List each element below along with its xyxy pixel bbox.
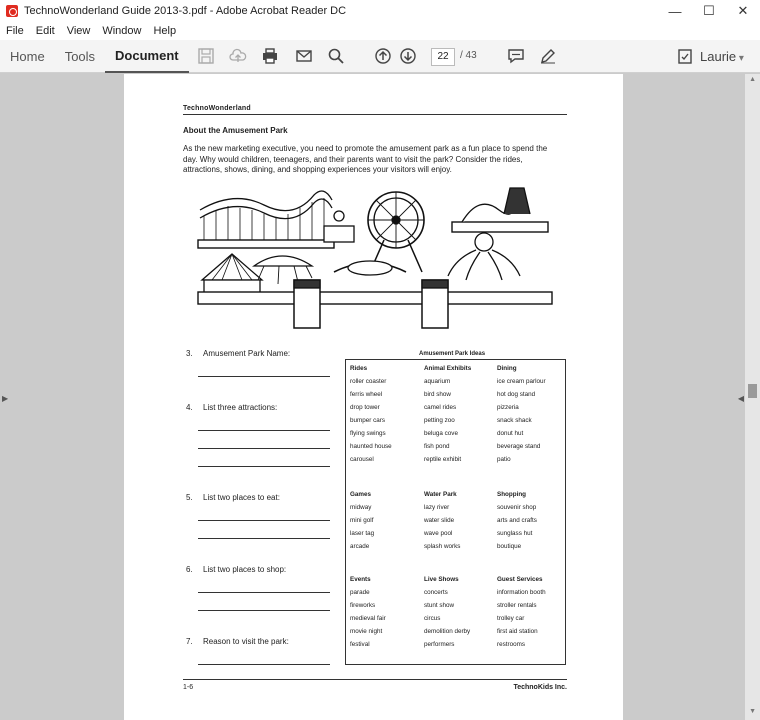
answer-line[interactable] [198, 610, 330, 611]
tab-tools[interactable]: Tools [64, 48, 96, 64]
ideas-item: performers [424, 641, 455, 648]
email-icon[interactable] [293, 45, 315, 67]
ideas-item: ice cream parlour [497, 378, 546, 385]
menu-edit[interactable]: Edit [35, 25, 55, 37]
ideas-item: arcade [350, 543, 370, 550]
ideas-item: splash works [424, 543, 461, 550]
ideas-item: circus [424, 615, 441, 622]
close-button[interactable]: ✕ [737, 3, 749, 18]
ideas-box [345, 359, 566, 665]
menu-window[interactable]: Window [102, 25, 142, 37]
ideas-item: reptile exhibit [424, 456, 462, 463]
page-total: / 43 [460, 50, 477, 61]
ideas-item: fish pond [424, 443, 450, 450]
ideas-item: lazy river [424, 504, 450, 511]
window-title: TechnoWonderland Guide 2013-3.pdf - Adobe Acrobat Reader DC [24, 5, 347, 17]
ideas-item: camel rides [424, 404, 457, 411]
page-footer-publisher: TechnoKids Inc. [513, 684, 567, 691]
toolbar [0, 40, 760, 73]
pdf-page [124, 74, 623, 720]
ideas-heading: Guest Services [497, 576, 543, 583]
acrobat-icon [6, 5, 18, 17]
question-3-number: 3. [186, 349, 193, 358]
question-5-text: List two places to eat: [203, 493, 280, 502]
ideas-item: medieval fair [350, 615, 386, 622]
ideas-item: wave pool [424, 530, 453, 537]
ideas-item: ferris wheel [350, 391, 383, 398]
ideas-item: pizzeria [497, 404, 519, 411]
ideas-item: trolley car [497, 615, 525, 622]
ideas-item: sunglass hut [497, 530, 533, 537]
ideas-item: beluga cove [424, 430, 458, 437]
ideas-item: roller coaster [350, 378, 387, 385]
ideas-item: mini golf [350, 517, 374, 524]
ideas-item: festival [350, 641, 370, 648]
answer-line[interactable] [198, 466, 330, 467]
user-menu[interactable]: Laurie ▾ [700, 49, 744, 64]
ideas-item: stunt show [424, 602, 455, 609]
ideas-item: snack shack [497, 417, 532, 424]
menu-view[interactable]: View [66, 25, 91, 37]
ideas-item: movie night [350, 628, 383, 635]
question-7-number: 7. [186, 637, 193, 646]
ideas-heading: Games [350, 491, 372, 498]
tab-home[interactable]: Home [10, 48, 45, 64]
ideas-item: donut hut [497, 430, 524, 437]
intro-paragraph: As the new marketing executive, you need to promote the amusement park as a fun place to spend the day. Why would children, teenagers, and their parents want to visit the park? Consider the rides, attractions, shows, dining, and shopping experiences your visitors will enjoy. [183, 144, 548, 174]
tab-document[interactable]: Document [105, 40, 189, 73]
scroll-down-icon[interactable]: ▼ [749, 708, 756, 715]
ideas-heading: Live Shows [424, 576, 459, 583]
menu-file[interactable]: File [6, 25, 24, 37]
answer-line[interactable] [198, 430, 330, 431]
ideas-item: first aid station [497, 628, 538, 635]
ideas-item: aquarium [424, 378, 451, 385]
ideas-item: arts and crafts [497, 517, 537, 524]
left-panel-toggle-icon[interactable]: ▶ [2, 394, 9, 403]
answer-line[interactable] [198, 376, 330, 377]
ideas-item: fireworks [350, 602, 376, 609]
ideas-heading: Animal Exhibits [424, 365, 472, 372]
ideas-item: laser tag [350, 530, 375, 537]
ideas-item: bird show [424, 391, 451, 398]
ideas-item: bumper cars [350, 417, 385, 424]
footer-divider [183, 679, 567, 680]
ideas-item: boutique [497, 543, 522, 550]
scroll-up-icon[interactable]: ▲ [749, 76, 756, 83]
ideas-item: restrooms [497, 641, 525, 648]
ideas-item: parade [350, 589, 370, 596]
question-3-text: Amusement Park Name: [203, 349, 291, 358]
comment-icon[interactable] [505, 45, 527, 67]
right-panel-toggle-icon[interactable]: ◀ [737, 394, 744, 403]
ideas-title: Amusement Park Ideas [419, 351, 486, 357]
question-5-number: 5. [186, 493, 193, 502]
header-divider [183, 114, 567, 115]
ideas-heading: Water Park [424, 491, 457, 498]
ideas-item: stroller rentals [497, 602, 537, 609]
ideas-item: patio [497, 456, 511, 463]
ideas-item: flying swings [350, 430, 386, 437]
ideas-item: demolition derby [424, 628, 471, 635]
question-6-number: 6. [186, 565, 193, 574]
task-clipboard-icon[interactable] [674, 45, 696, 67]
ideas-item: haunted house [350, 443, 392, 450]
amusement-park-illustration [194, 180, 556, 332]
ideas-item: hot dog stand [497, 391, 536, 398]
ideas-heading: Rides [350, 365, 368, 372]
menu-bar [0, 22, 760, 40]
ideas-item: souvenir shop [497, 504, 537, 511]
ideas-item: drop tower [350, 404, 380, 411]
question-7-text: Reason to visit the park: [203, 637, 289, 646]
ideas-item: information booth [497, 589, 546, 596]
ideas-item: concerts [424, 589, 448, 596]
previous-page-icon[interactable] [372, 45, 394, 67]
answer-line[interactable] [198, 664, 330, 665]
question-6-text: List two places to shop: [203, 565, 287, 574]
answer-line[interactable] [198, 448, 330, 449]
ideas-heading: Events [350, 576, 371, 583]
ideas-item: midway [350, 504, 372, 511]
ideas-item: water slide [424, 517, 455, 524]
page-number-input[interactable]: 22 [431, 48, 455, 66]
upload-cloud-icon[interactable] [227, 45, 249, 67]
print-icon[interactable] [259, 45, 281, 67]
answer-line[interactable] [198, 538, 330, 539]
maximize-button[interactable]: ☐ [703, 3, 715, 18]
minimize-button[interactable]: — [668, 3, 682, 19]
ideas-item: petting zoo [424, 417, 455, 424]
answer-line[interactable] [198, 520, 330, 521]
page-header: TechnoWonderland [183, 105, 251, 112]
question-4-text: List three attractions: [203, 403, 278, 412]
scroll-thumb[interactable] [748, 384, 757, 398]
section-title: About the Amusement Park [183, 126, 288, 135]
ideas-item: beverage stand [497, 443, 541, 450]
menu-help[interactable]: Help [153, 25, 177, 37]
question-4-number: 4. [186, 403, 193, 412]
ideas-item: carousel [350, 456, 374, 463]
search-icon[interactable] [325, 45, 347, 67]
next-page-icon[interactable] [397, 45, 419, 67]
title-bar [0, 0, 760, 22]
answer-line[interactable] [198, 592, 330, 593]
pen-icon[interactable] [537, 45, 559, 67]
page-footer-number: 1-6 [183, 684, 194, 691]
ideas-heading: Dining [497, 365, 517, 372]
save-icon[interactable] [195, 45, 217, 67]
ideas-heading: Shopping [497, 491, 527, 498]
